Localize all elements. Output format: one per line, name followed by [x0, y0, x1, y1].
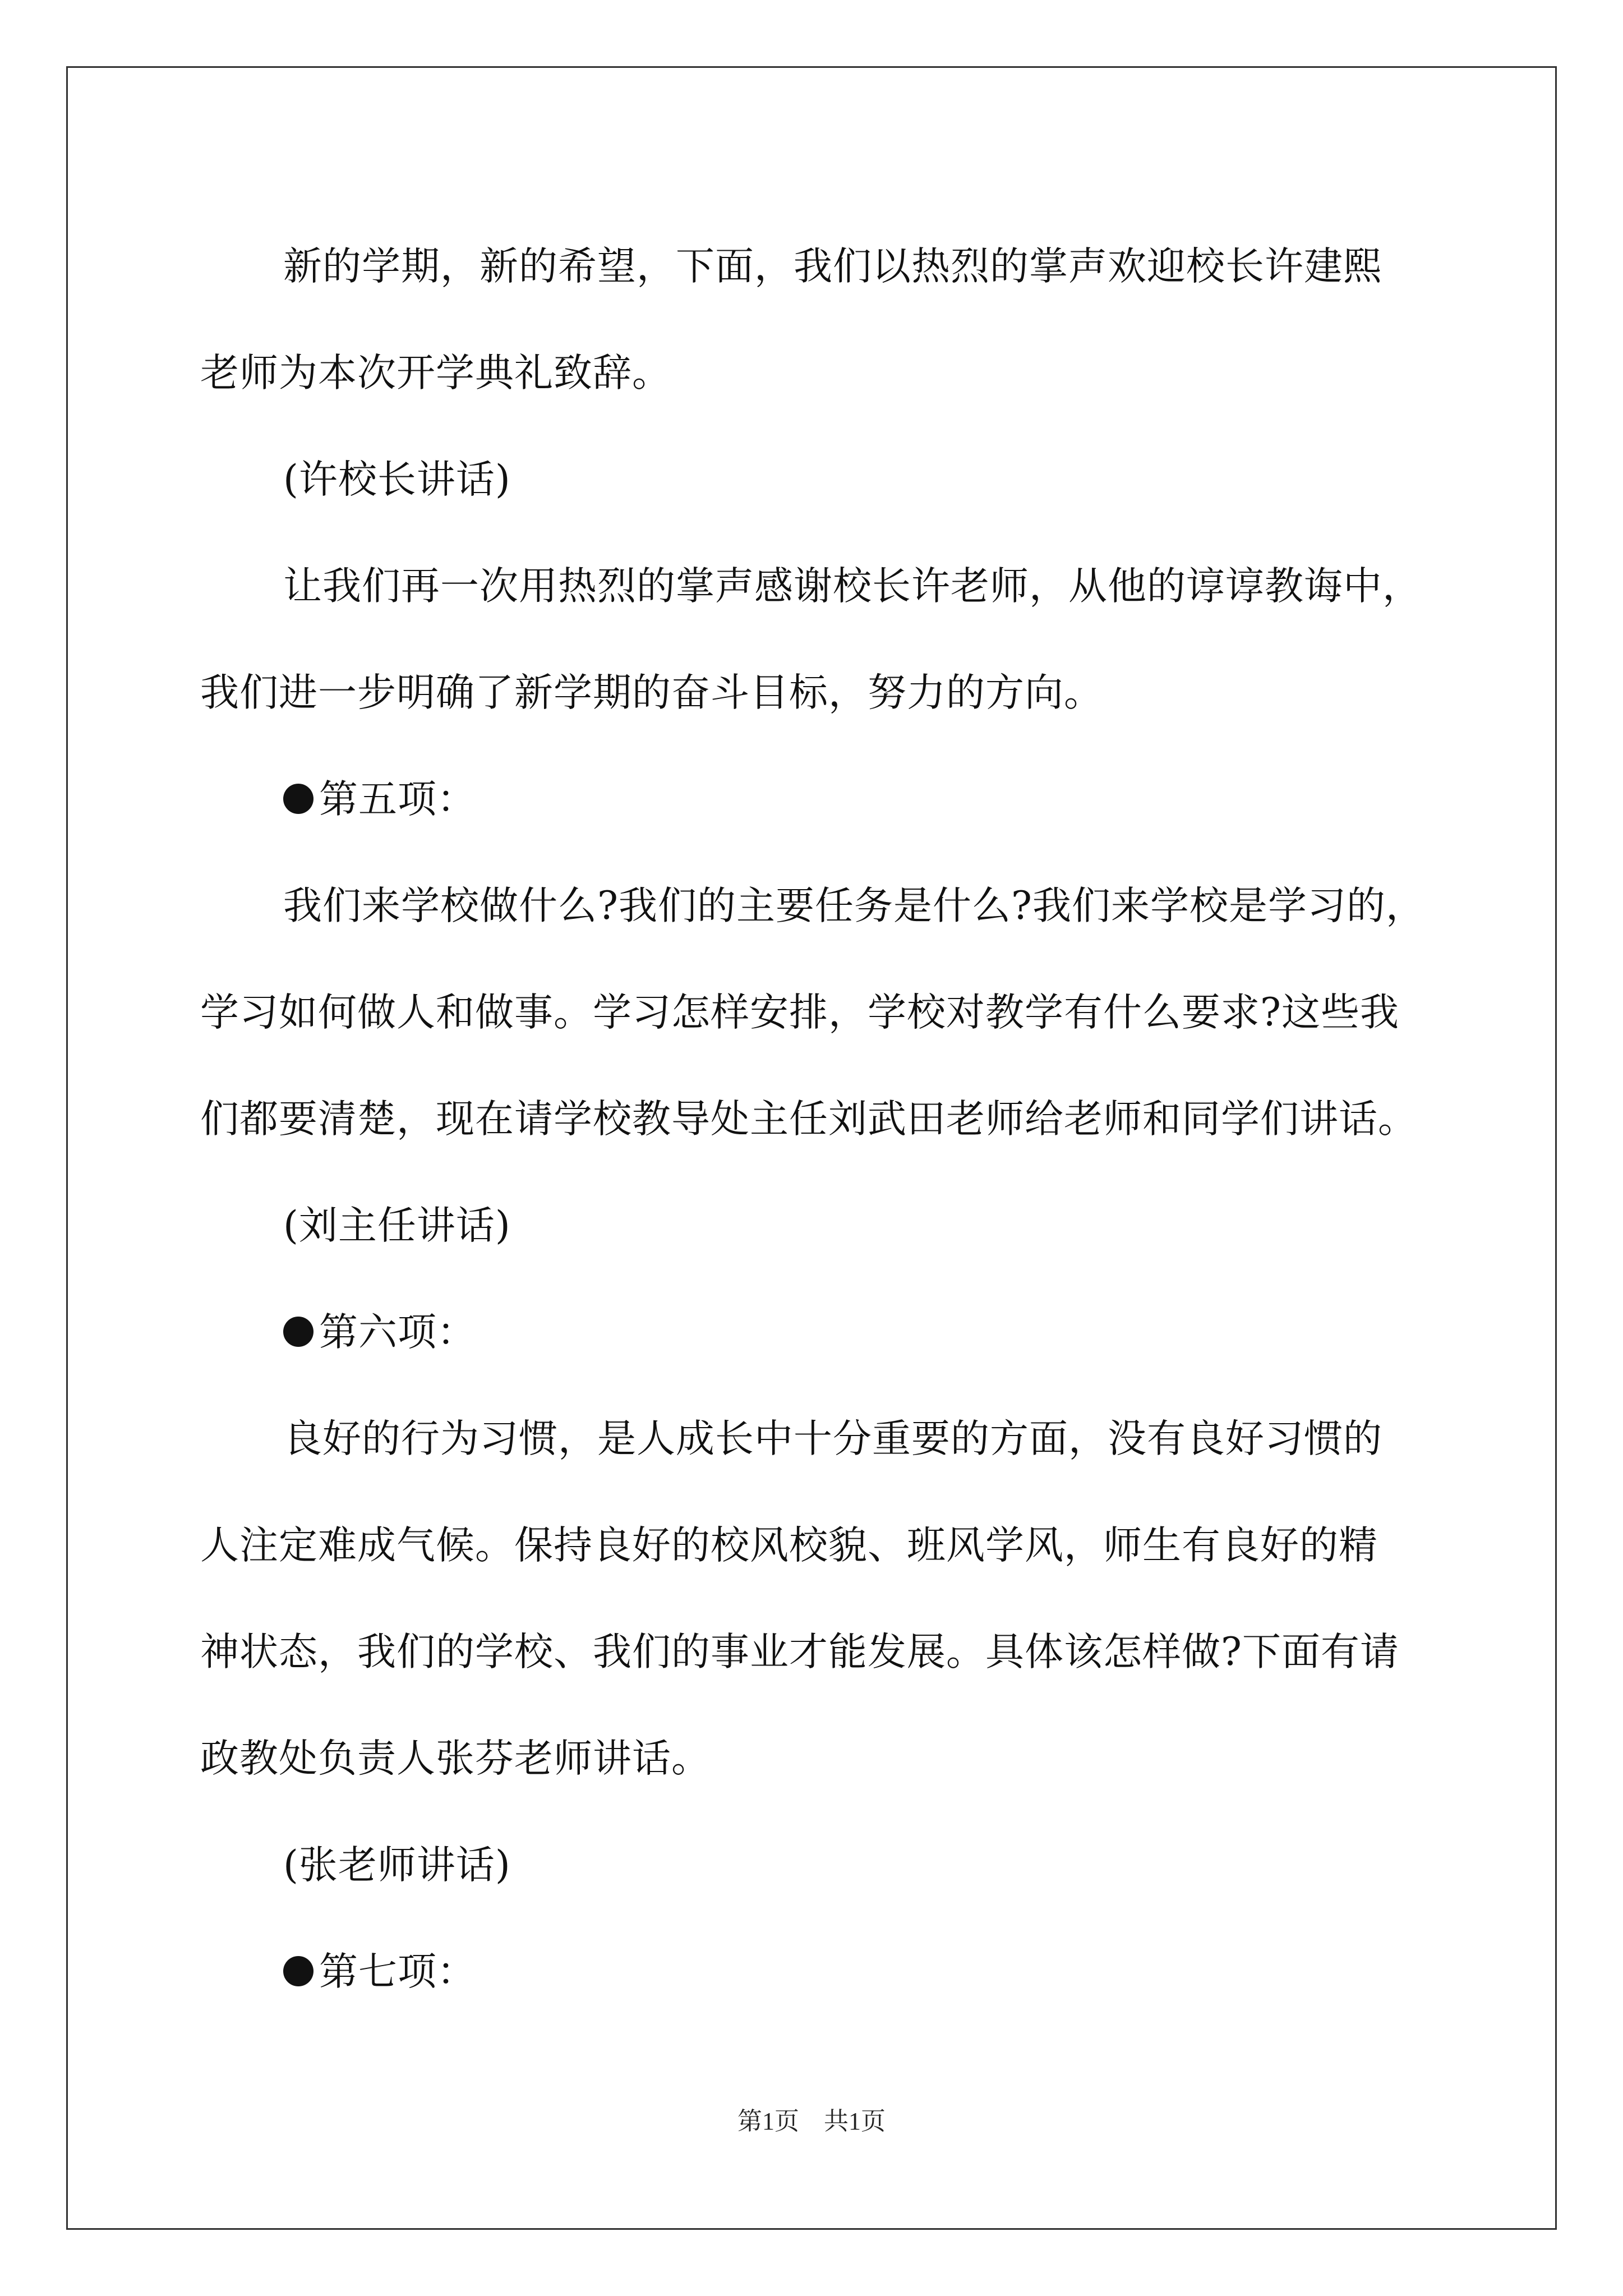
line-text: 新的学期，新的希望，下面，我们以热烈的掌声欢迎校长许建熙	[283, 244, 1382, 289]
section-heading	[200, 1918, 1434, 2025]
line-text: 们都要清楚，现在请学校教导处主任刘武田老师给老师和同学们讲话。	[200, 1097, 1417, 1142]
text-line	[200, 213, 1434, 320]
line-text: 良好的行为习惯，是人成长中十分重要的方面，没有良好习惯的	[283, 1416, 1382, 1461]
page-footer: 第1页 共1页	[737, 2108, 886, 2135]
line-text: 我们来学校做什么?我们的主要任务是什么?我们来学校是学习的，	[283, 884, 1425, 928]
section-heading	[200, 1279, 1434, 1386]
line-text: 老师为本次开学典礼致辞。	[200, 351, 671, 395]
text-line	[200, 1172, 1434, 1279]
text-line	[200, 1705, 1434, 1812]
document-body	[200, 213, 1434, 2025]
line-text: 学习如何做人和做事。学习怎样安排，学校对教学有什么要求?这些我	[200, 990, 1399, 1035]
text-line	[200, 1599, 1434, 1705]
text-line	[200, 1386, 1434, 1492]
text-line	[200, 853, 1434, 959]
line-text: 让我们再一次用热烈的掌声感谢校长许老师，从他的谆谆教诲中，	[283, 564, 1422, 609]
text-line	[200, 1066, 1434, 1172]
line-text: (许校长讲话)	[283, 457, 511, 502]
line-text: 政教处负责人张芬老师讲话。	[200, 1736, 711, 1781]
section-heading	[200, 746, 1434, 853]
bullet-icon	[283, 1956, 313, 1986]
text-line	[200, 320, 1434, 426]
text-line	[200, 426, 1434, 533]
line-text: 第五项：	[319, 777, 476, 822]
text-line	[200, 959, 1434, 1066]
text-line	[200, 1492, 1434, 1599]
text-line	[200, 1812, 1434, 1918]
text-line	[200, 533, 1434, 639]
line-text: (刘主任讲话)	[283, 1203, 511, 1248]
line-text: 人注定难成气候。保持良好的校风校貌、班风学风，师生有良好的精	[200, 1523, 1378, 1568]
line-text: (张老师讲话)	[283, 1843, 511, 1888]
text-line	[200, 639, 1434, 746]
line-text: 第六项：	[319, 1310, 476, 1355]
line-text: 神状态，我们的学校、我们的事业才能发展。具体该怎样做?下面有请	[200, 1630, 1399, 1674]
line-text: 第七项：	[319, 1949, 476, 1994]
bullet-icon	[283, 1317, 313, 1347]
line-text: 我们进一步明确了新学期的奋斗目标，努力的方向。	[200, 670, 1103, 715]
bullet-icon	[283, 784, 313, 814]
